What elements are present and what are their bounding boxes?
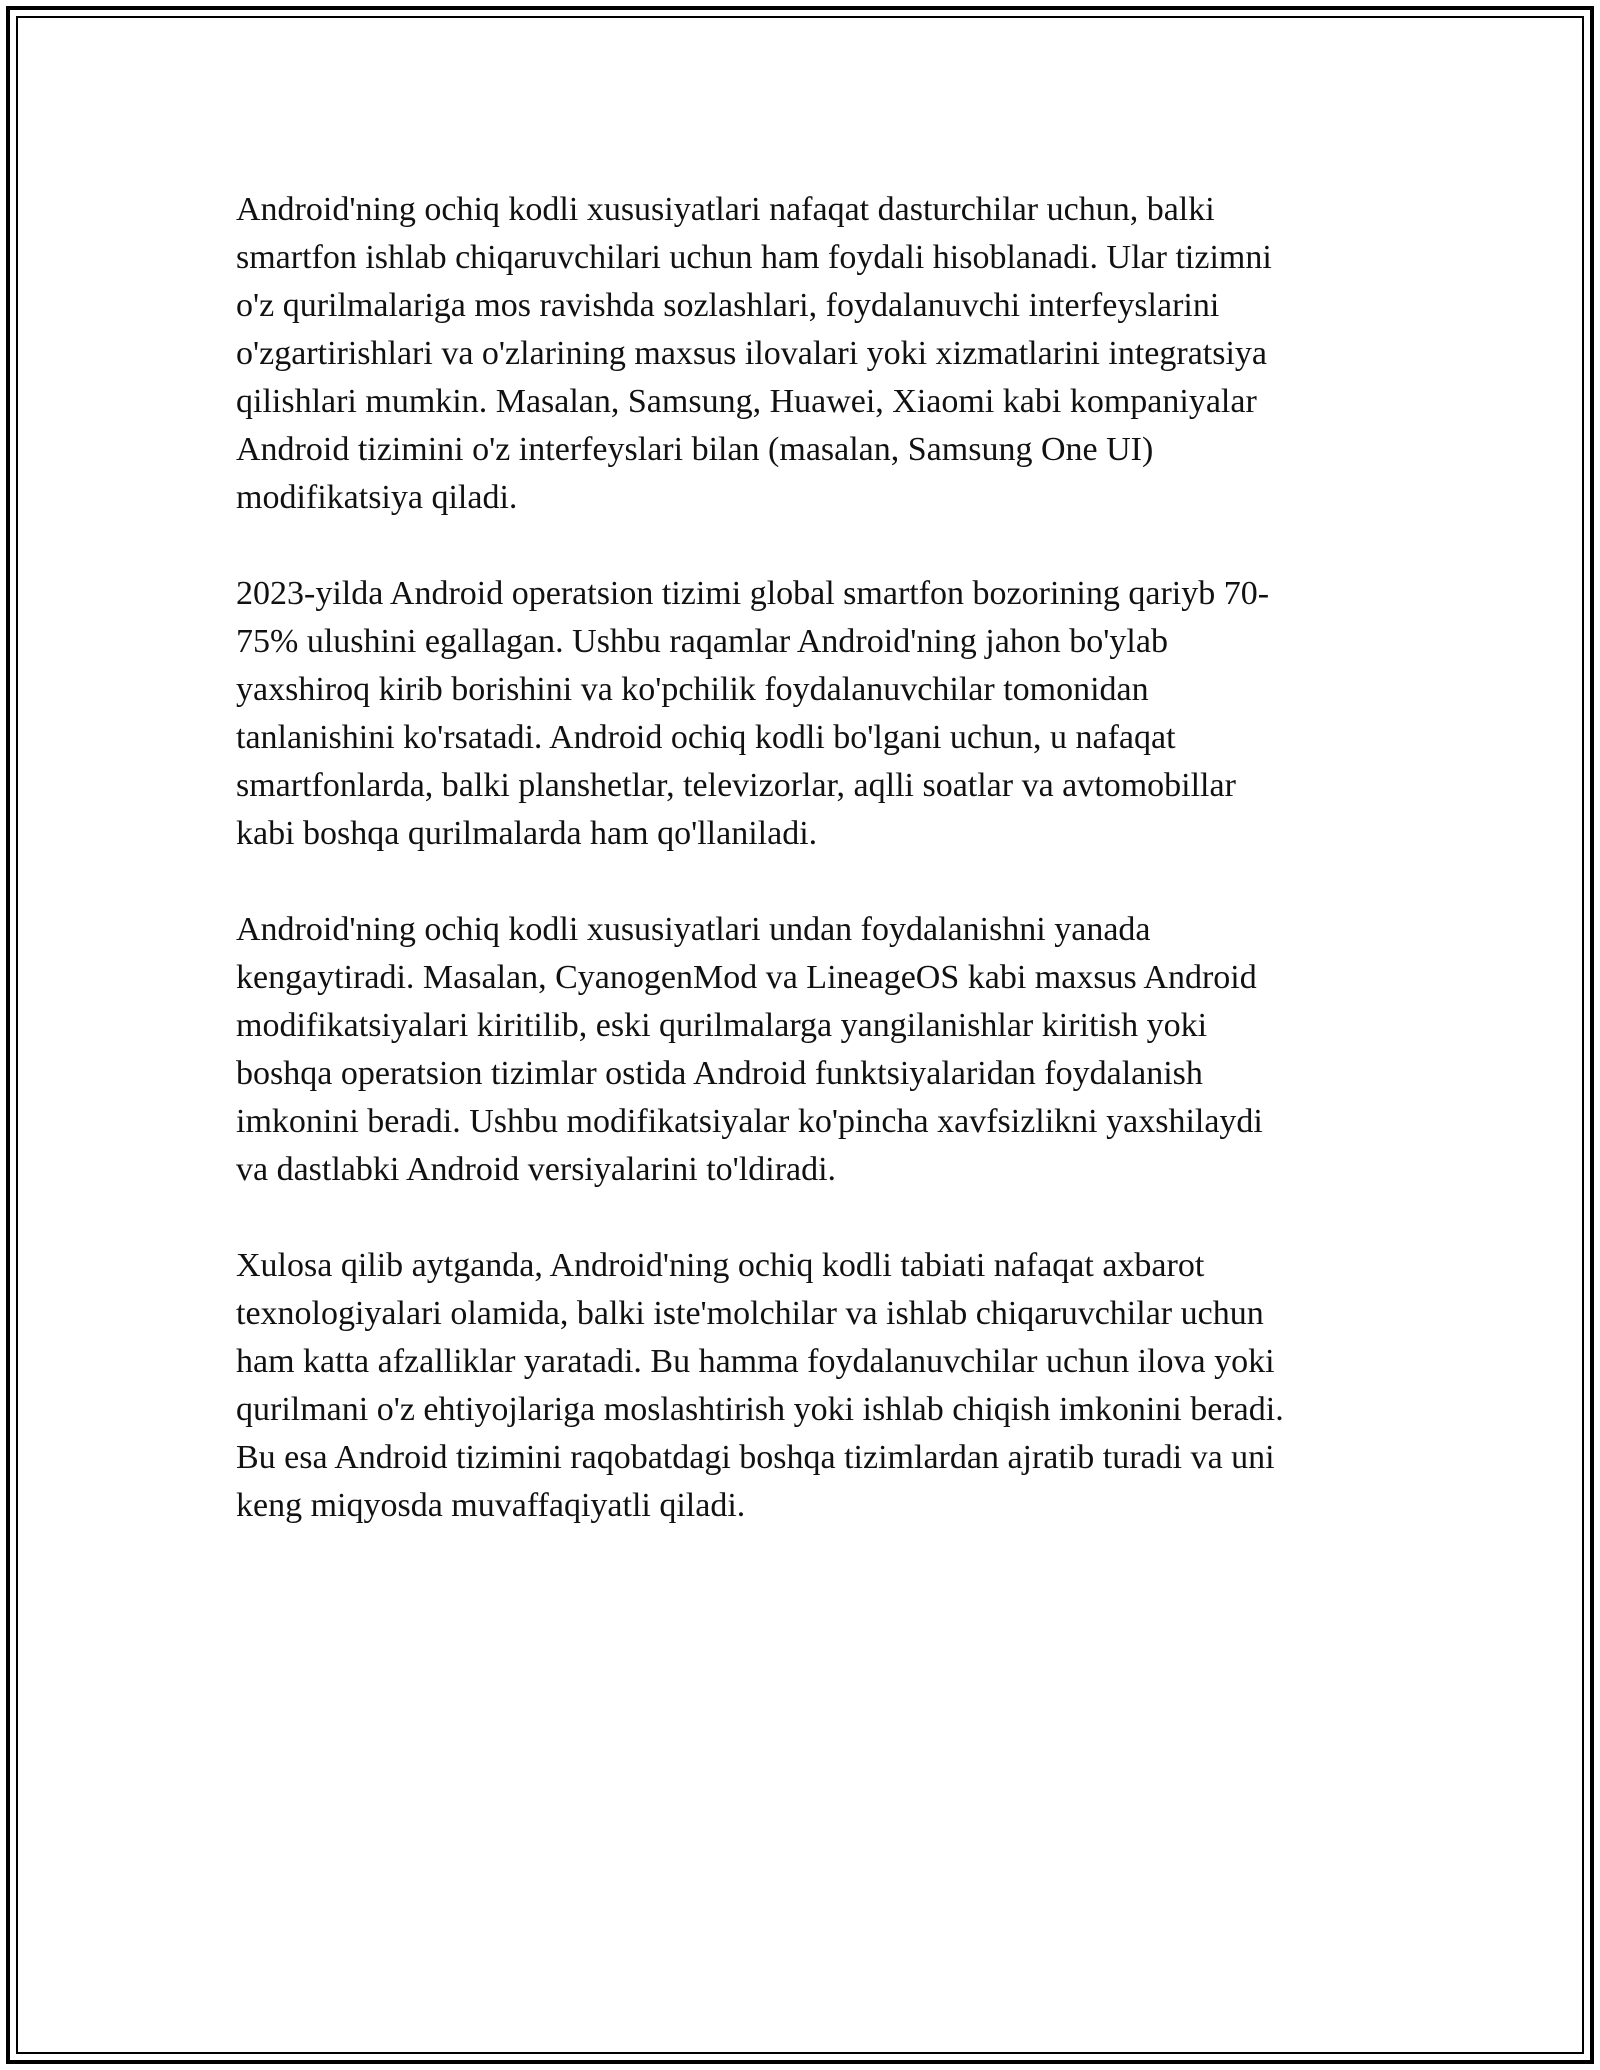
text-line: Xulosa qilib aytganda, Android'ning ochiq kodli tabiati nafaqat axbarot <box>236 1247 1205 1284</box>
text-line: yaxshiroq kirib borishini va ko'pchilik foydalanuvchilar tomonidan <box>236 671 1149 708</box>
text-line: qilishlari mumkin. Masalan, Samsung, Huawei, Xiaomi kabi kompaniyalar <box>236 383 1257 420</box>
text-line: qurilmani o'z ehtiyojlariga moslashtirish yoki ishlab chiqish imkonini beradi. <box>236 1391 1284 1428</box>
paragraph-2 <box>236 570 1386 858</box>
text-line: kabi boshqa qurilmalarda ham qo'llaniladi. <box>236 815 818 852</box>
text-line: tanlanishini ko'rsatadi. Android ochiq kodli bo'lgani uchun, u nafaqat <box>236 719 1176 756</box>
paragraph-1 <box>236 186 1386 522</box>
text-line: smartfon ishlab chiqaruvchilari uchun ham foydali hisoblanadi. Ular tizimni <box>236 239 1272 276</box>
text-line: texnologiyalari olamida, balki iste'molchilar va ishlab chiqaruvchilar uchun <box>236 1295 1264 1332</box>
paragraph-3 <box>236 906 1386 1194</box>
text-line: kengaytiradi. Masalan, CyanogenMod va LineageOS kabi maxsus Android <box>236 959 1257 996</box>
document-body <box>236 186 1386 1578</box>
text-line: Bu esa Android tizimini raqobatdagi boshqa tizimlardan ajratib turadi va uni <box>236 1439 1275 1476</box>
text-line: va dastlabki Android versiyalarini to'ldiradi. <box>236 1151 837 1188</box>
text-line: Android'ning ochiq kodli xususiyatlari undan foydalanishni yanada <box>236 911 1151 948</box>
text-line: modifikatsiyalari kiritilib, eski qurilmalarga yangilanishlar kiritish yoki <box>236 1007 1208 1044</box>
text-line: 75% ulushini egallagan. Ushbu raqamlar Android'ning jahon bo'ylab <box>236 623 1168 660</box>
text-line: o'z qurilmalariga mos ravishda sozlashlari, foydalanuvchi interfeyslarini <box>236 287 1220 324</box>
text-line: 2023-yilda Android operatsion tizimi global smartfon bozorining qariyb 70- <box>236 575 1270 612</box>
text-line: boshqa operatsion tizimlar ostida Android funktsiyalaridan foydalanish <box>236 1055 1203 1092</box>
text-line: Android tizimini o'z interfeyslari bilan (masalan, Samsung One UI) <box>236 431 1154 468</box>
text-line: keng miqyosda muvaffaqiyatli qiladi. <box>236 1487 746 1524</box>
text-line: imkonini beradi. Ushbu modifikatsiyalar ko'pincha xavfsizlikni yaxshilaydi <box>236 1103 1263 1140</box>
text-line: Android'ning ochiq kodli xususiyatlari nafaqat dasturchilar uchun, balki <box>236 191 1215 228</box>
paragraph-4 <box>236 1242 1386 1530</box>
text-line: o'zgartirishlari va o'zlarining maxsus ilovalari yoki xizmatlarini integratsiya <box>236 335 1268 372</box>
text-line: modifikatsiya qiladi. <box>236 479 518 516</box>
text-line: ham katta afzalliklar yaratadi. Bu hamma foydalanuvchilar uchun ilova yoki <box>236 1343 1275 1380</box>
text-line: smartfonlarda, balki planshetlar, televizorlar, aqlli soatlar va avtomobillar <box>236 767 1236 804</box>
